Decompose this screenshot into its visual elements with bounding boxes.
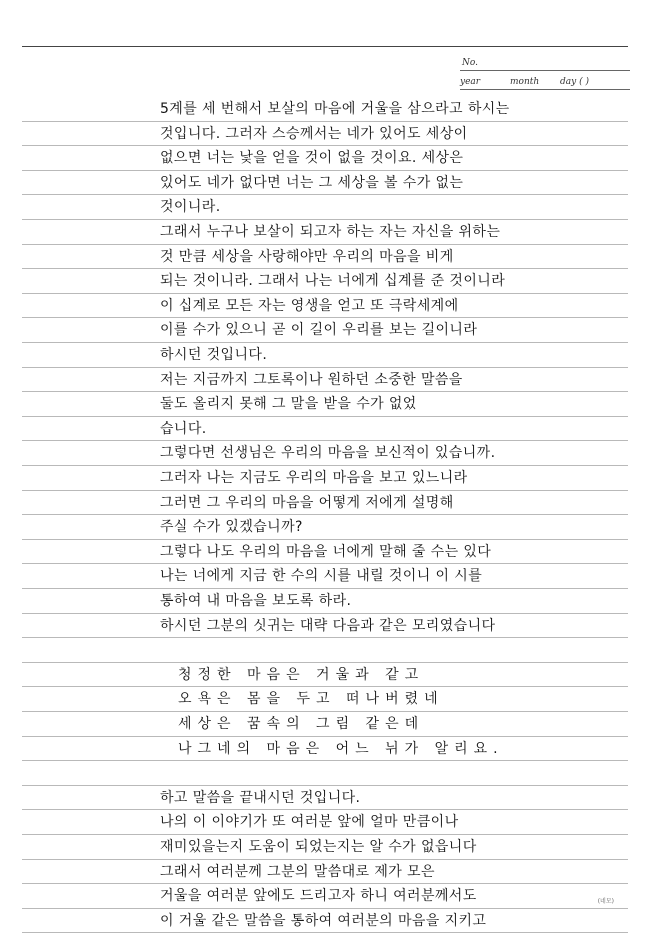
no-label: No. xyxy=(462,58,478,68)
handwritten-line: 이를 수가 있으니 곧 이 길이 우리를 보는 길이니라 xyxy=(160,322,478,339)
handwritten-line: 있어도 네가 없다면 너는 그 세상을 볼 수가 없는 xyxy=(160,174,464,191)
handwritten-line: 그렇다 나도 우리의 마음을 너에게 말해 줄 수는 있다 xyxy=(160,543,492,560)
handwritten-line: 통하여 내 마음을 보도록 하라. xyxy=(160,593,352,609)
handwritten-line: 습니다. xyxy=(160,420,207,437)
day-label: day ( ) xyxy=(560,77,589,87)
handwritten-line: 없으면 너는 낯을 얻을 것이 없을 것이요. 세상은 xyxy=(160,150,464,167)
handwritten-line: 나그네의 마음은 어느 뉘가 알리요. xyxy=(178,740,504,757)
handwritten-line: 청정한 마음은 거울과 같고 xyxy=(178,666,425,683)
handwritten-line: 되는 것이니라. 그래서 나는 너에게 십계를 준 것이니라 xyxy=(160,273,506,290)
year-label: year xyxy=(460,77,481,87)
handwritten-line: 저는 지금까지 그토록이나 원하던 소중한 말씀을 xyxy=(160,371,463,388)
handwritten-line: 것 만큼 세상을 사랑해야만 우리의 마음을 비게 xyxy=(160,248,454,265)
handwritten-line: 세상은 꿈속의 그림 같은데 xyxy=(178,716,425,732)
handwritten-line: 주실 수가 있겠습니까? xyxy=(160,519,303,536)
handwritten-line: 이 거울 같은 말씀을 통하여 여러분의 마음을 지키고 xyxy=(160,912,487,929)
handwritten-line: 나의 이 이야기가 또 여러분 앞에 얼마 만큼이나 xyxy=(160,814,459,831)
handwritten-line: 오욕은 몸을 두고 떠나버렸네 xyxy=(178,691,444,708)
handwritten-line: 그래서 누구나 보살이 되고자 하는 자는 자신을 위하는 xyxy=(160,224,501,240)
handwritten-line: 하시던 그분의 싯귀는 대략 다음과 같은 모리였습니다 xyxy=(160,617,496,634)
handwritten-line: 것입니다. 그러자 스승께서는 네가 있어도 세상이 xyxy=(160,125,468,142)
handwritten-line: 그렇다면 선생님은 우리의 마음을 보신적이 있습니까. xyxy=(160,445,496,462)
handwritten-line: 그래서 여러분께 그분의 말씀대로 제가 모은 xyxy=(160,863,435,880)
handwritten-line: 거울을 여러분 앞에도 드리고자 하니 여러분께서도 xyxy=(160,888,477,905)
handwritten-line: 이 십계로 모든 자는 영생을 얻고 또 극락세계에 xyxy=(160,297,459,314)
handwritten-line: 하시던 것입니다. xyxy=(160,347,268,363)
handwritten-line: 그러자 나는 지금도 우리의 마음을 보고 있느니라 xyxy=(160,470,468,486)
handwritten-line: 둘도 올리지 못해 그 말을 받을 수가 없었 xyxy=(160,396,417,413)
handwritten-line xyxy=(160,760,626,786)
handwritten-line: 5계를 세 번해서 보살의 마음에 거울을 삼으라고 하시는 xyxy=(160,101,510,117)
handwritten-line: 그러면 그 우리의 마음을 어떻게 저에게 설명해 xyxy=(160,494,454,511)
handwritten-line xyxy=(160,637,626,663)
handwritten-line: 나는 너에게 지금 한 수의 시를 내릴 것이니 이 시를 xyxy=(160,568,483,585)
handwritten-line: 재미있을는지 도움이 되었는지는 알 수가 없읍니다 xyxy=(160,839,477,855)
page-footer: (네모) xyxy=(597,898,614,905)
handwritten-line: 것이니라. xyxy=(160,199,221,216)
month-label: month xyxy=(510,77,540,87)
handwritten-line: 하고 말씀을 끝내시던 것입니다. xyxy=(160,789,361,806)
